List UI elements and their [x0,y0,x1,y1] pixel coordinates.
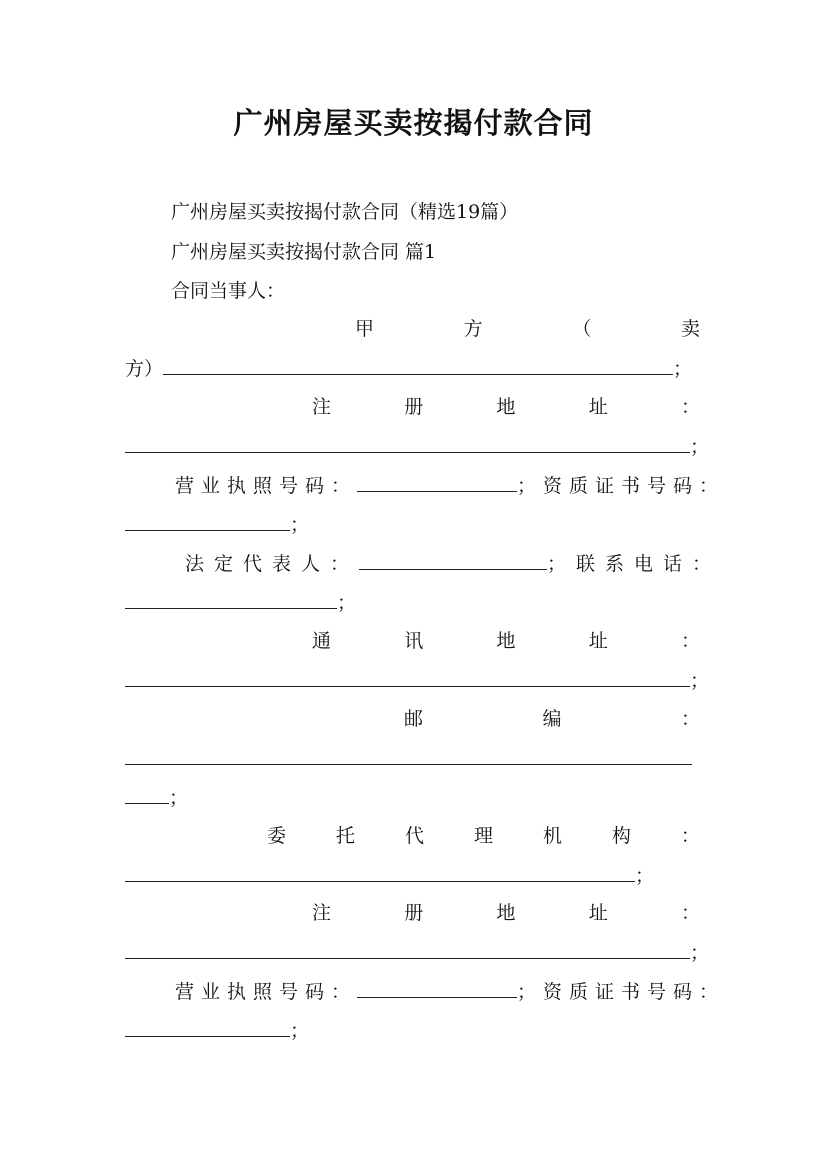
agency-business-license-field[interactable] [357,977,517,998]
phone-label: ；联系电话： [547,553,722,575]
registered-address-char: ： [680,902,700,924]
registered-address-char: 册 [404,396,424,418]
postcode-row-2 [125,783,188,812]
legal-rep-field[interactable] [359,549,547,570]
mailing-address-char: 地 [496,630,516,652]
party-a-char: 甲 [355,318,375,340]
agency-char: 理 [473,825,493,847]
mailing-address-row [125,666,709,695]
party-a-tail: 方） [125,358,164,380]
agency-qualification-field[interactable] [125,1016,290,1037]
semicolon: ； [690,436,710,458]
semicolon: ； [169,787,189,809]
document-title: 广州房屋买卖按揭付款合同 [233,106,594,140]
qualification-label: ；资质证书号码： [517,475,726,497]
agency-char: 委 [267,825,287,847]
registered-address-char: 注 [312,902,332,924]
registered-address-field[interactable] [125,432,690,453]
postcode-char: ： [680,708,700,730]
agency-char: 构 [611,825,631,847]
registered-address-char: 址 [588,396,608,418]
agency-char: 托 [335,825,355,847]
registered-address-char: ： [680,396,700,418]
agency-business-license-row [175,977,725,1006]
agency-label-row [267,822,700,850]
party-a-char: 方 [463,318,483,340]
section-heading: 广州房屋买卖按揭付款合同 篇1 [171,241,437,263]
agency-registered-address-field[interactable] [125,938,690,959]
agency-char: 机 [542,825,562,847]
party-a-char: （ [572,318,592,340]
qualification-label: ；资质证书号码： [517,981,726,1003]
legal-rep-row [185,549,721,578]
parties-intro: 合同当事人： [171,280,286,302]
semicolon: ； [690,670,710,692]
agency-qualification-row [125,1016,309,1045]
postcode-char: 邮 [404,708,424,730]
phone-field[interactable] [125,588,337,609]
mailing-address-field[interactable] [125,666,690,687]
seller-name-field[interactable] [163,354,673,375]
qualification-row [125,510,309,539]
registered-address-char: 注 [312,396,332,418]
agency-char: ： [680,825,700,847]
semicolon: ； [337,592,357,614]
document-subtitle: 广州房屋买卖按揭付款合同（精选19篇） [171,201,519,223]
semicolon: ； [690,942,710,964]
mailing-address-char: 讯 [404,630,424,652]
phone-row [125,588,356,617]
registered-address-char: 地 [496,902,516,924]
legal-rep-label: 法定代表人： [185,553,360,575]
mailing-address-char: 址 [588,630,608,652]
party-a-label-row [355,315,700,343]
business-license-row [175,471,725,500]
agency-registered-address-row [125,938,709,967]
agency-field[interactable] [125,861,635,882]
postcode-label-row [404,705,700,733]
agency-char: 代 [404,825,424,847]
mailing-address-char: 通 [312,630,332,652]
party-a-seller-row [125,354,692,383]
semicolon: ； [673,358,693,380]
registered-address-char: 址 [588,902,608,924]
postcode-field[interactable] [125,744,692,765]
mailing-address-label-row [312,627,700,655]
postcode-char: 编 [542,708,562,730]
registered-address-char: 地 [496,396,516,418]
agency-row [125,861,654,890]
semicolon: ； [290,514,310,536]
registered-address-label-row [312,393,700,421]
semicolon: ； [635,865,655,887]
semicolon: ； [290,1020,310,1042]
party-a-char: 卖 [680,318,700,340]
registered-address-char: 册 [404,902,424,924]
business-license-label: 营业执照号码： [175,475,358,497]
business-license-label: 营业执照号码： [175,981,358,1003]
postcode-field-continued[interactable] [125,783,169,804]
business-license-field[interactable] [357,471,517,492]
postcode-row-1 [125,744,692,773]
qualification-field[interactable] [125,510,290,531]
mailing-address-char: ： [680,630,700,652]
agency-registered-address-label-row [312,899,700,927]
registered-address-row [125,432,709,461]
